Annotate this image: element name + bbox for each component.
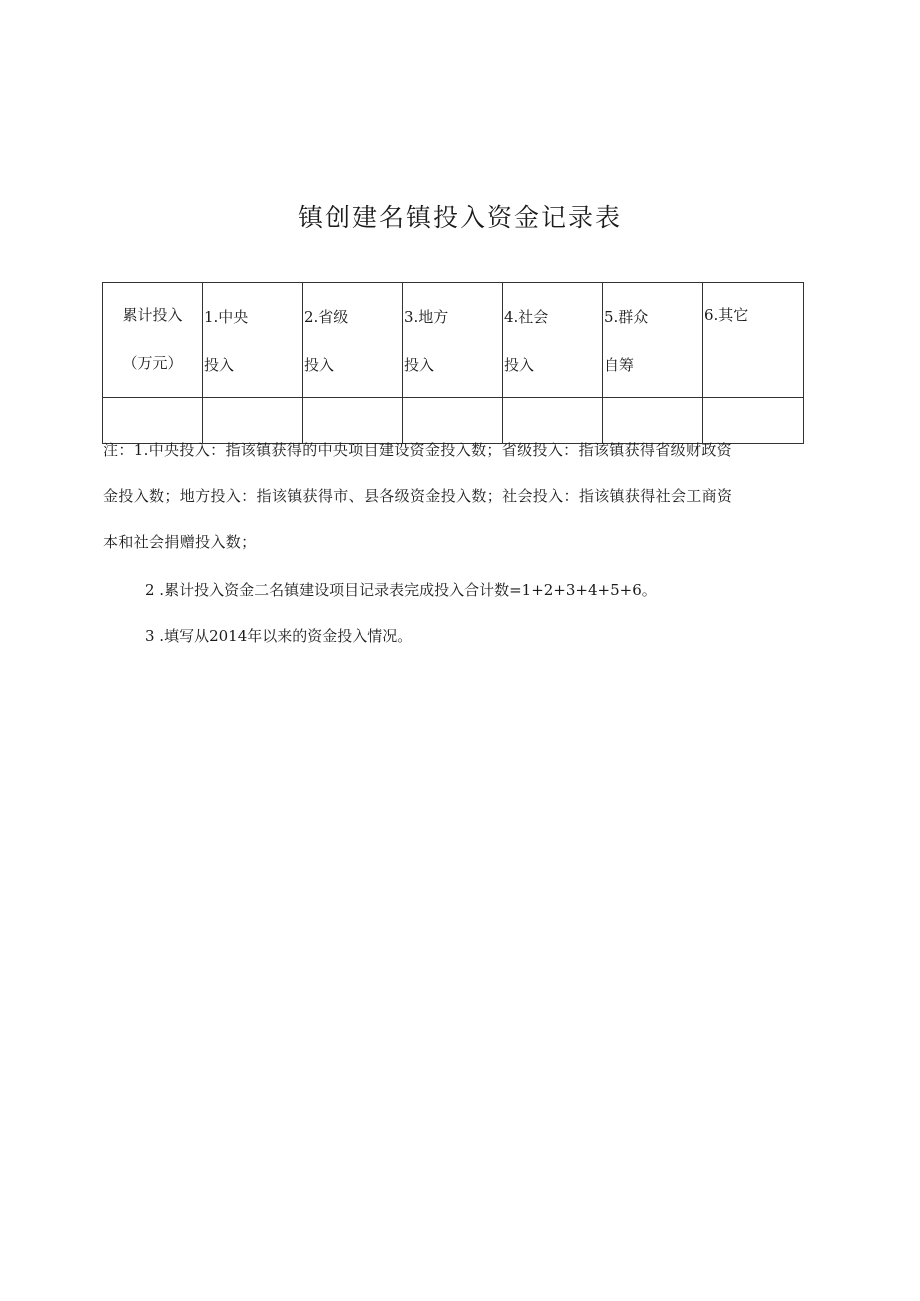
header-public-self-raised [603, 283, 703, 398]
header-cumulative-label: 累计投入 [122, 306, 183, 324]
note-1 [103, 438, 803, 576]
note-2: 2 .累计投入资金二名镇建设项目记录表完成投入合计数=1+2+3+4+5+6。 [145, 581, 657, 599]
header-label: 投入 [204, 356, 235, 374]
header-cumulative-unit: （万元） [122, 354, 183, 372]
header-local-investment [403, 283, 503, 398]
header-other: 6.其它 [703, 283, 804, 398]
header-label: 1.中央 [204, 308, 249, 326]
table-row [103, 398, 804, 444]
note-3: 3 .填写从2014年以来的资金投入情况。 [145, 627, 413, 645]
header-label: 3.地方 [404, 308, 449, 326]
table-cell[interactable] [503, 398, 603, 444]
table-header-row [103, 283, 804, 398]
note-1-line-1: 注：1.中央投入：指该镇获得的中央项目建设资金投入数；省级投入：指该镇获得省级财政资 [103, 441, 733, 459]
header-label: 投入 [504, 356, 535, 374]
header-label: 投入 [404, 356, 435, 374]
header-label: 自筹 [604, 356, 635, 374]
investment-record-table [102, 282, 804, 444]
header-provincial-investment [303, 283, 403, 398]
table-cell[interactable] [203, 398, 303, 444]
table-cell[interactable] [103, 398, 203, 444]
note-1-line-3: 本和社会捐赠投入数； [103, 533, 257, 551]
document-title: 镇创建名镇投入资金记录表 [297, 203, 622, 232]
header-social-investment [503, 283, 603, 398]
header-label: 4.社会 [504, 308, 549, 326]
header-label: 投入 [304, 356, 335, 374]
header-label: 2.省级 [304, 308, 349, 326]
header-label: 5.群众 [604, 308, 649, 326]
header-central-investment [203, 283, 303, 398]
header-cumulative-investment [103, 283, 203, 398]
table-cell[interactable] [703, 398, 804, 444]
note-1-line-2: 金投入数；地方投入：指该镇获得市、县各级资金投入数；社会投入：指该镇获得社会工商资 [103, 487, 733, 505]
table-cell[interactable] [303, 398, 403, 444]
notes-section [103, 438, 803, 645]
table-cell[interactable] [403, 398, 503, 444]
table-cell[interactable] [603, 398, 703, 444]
